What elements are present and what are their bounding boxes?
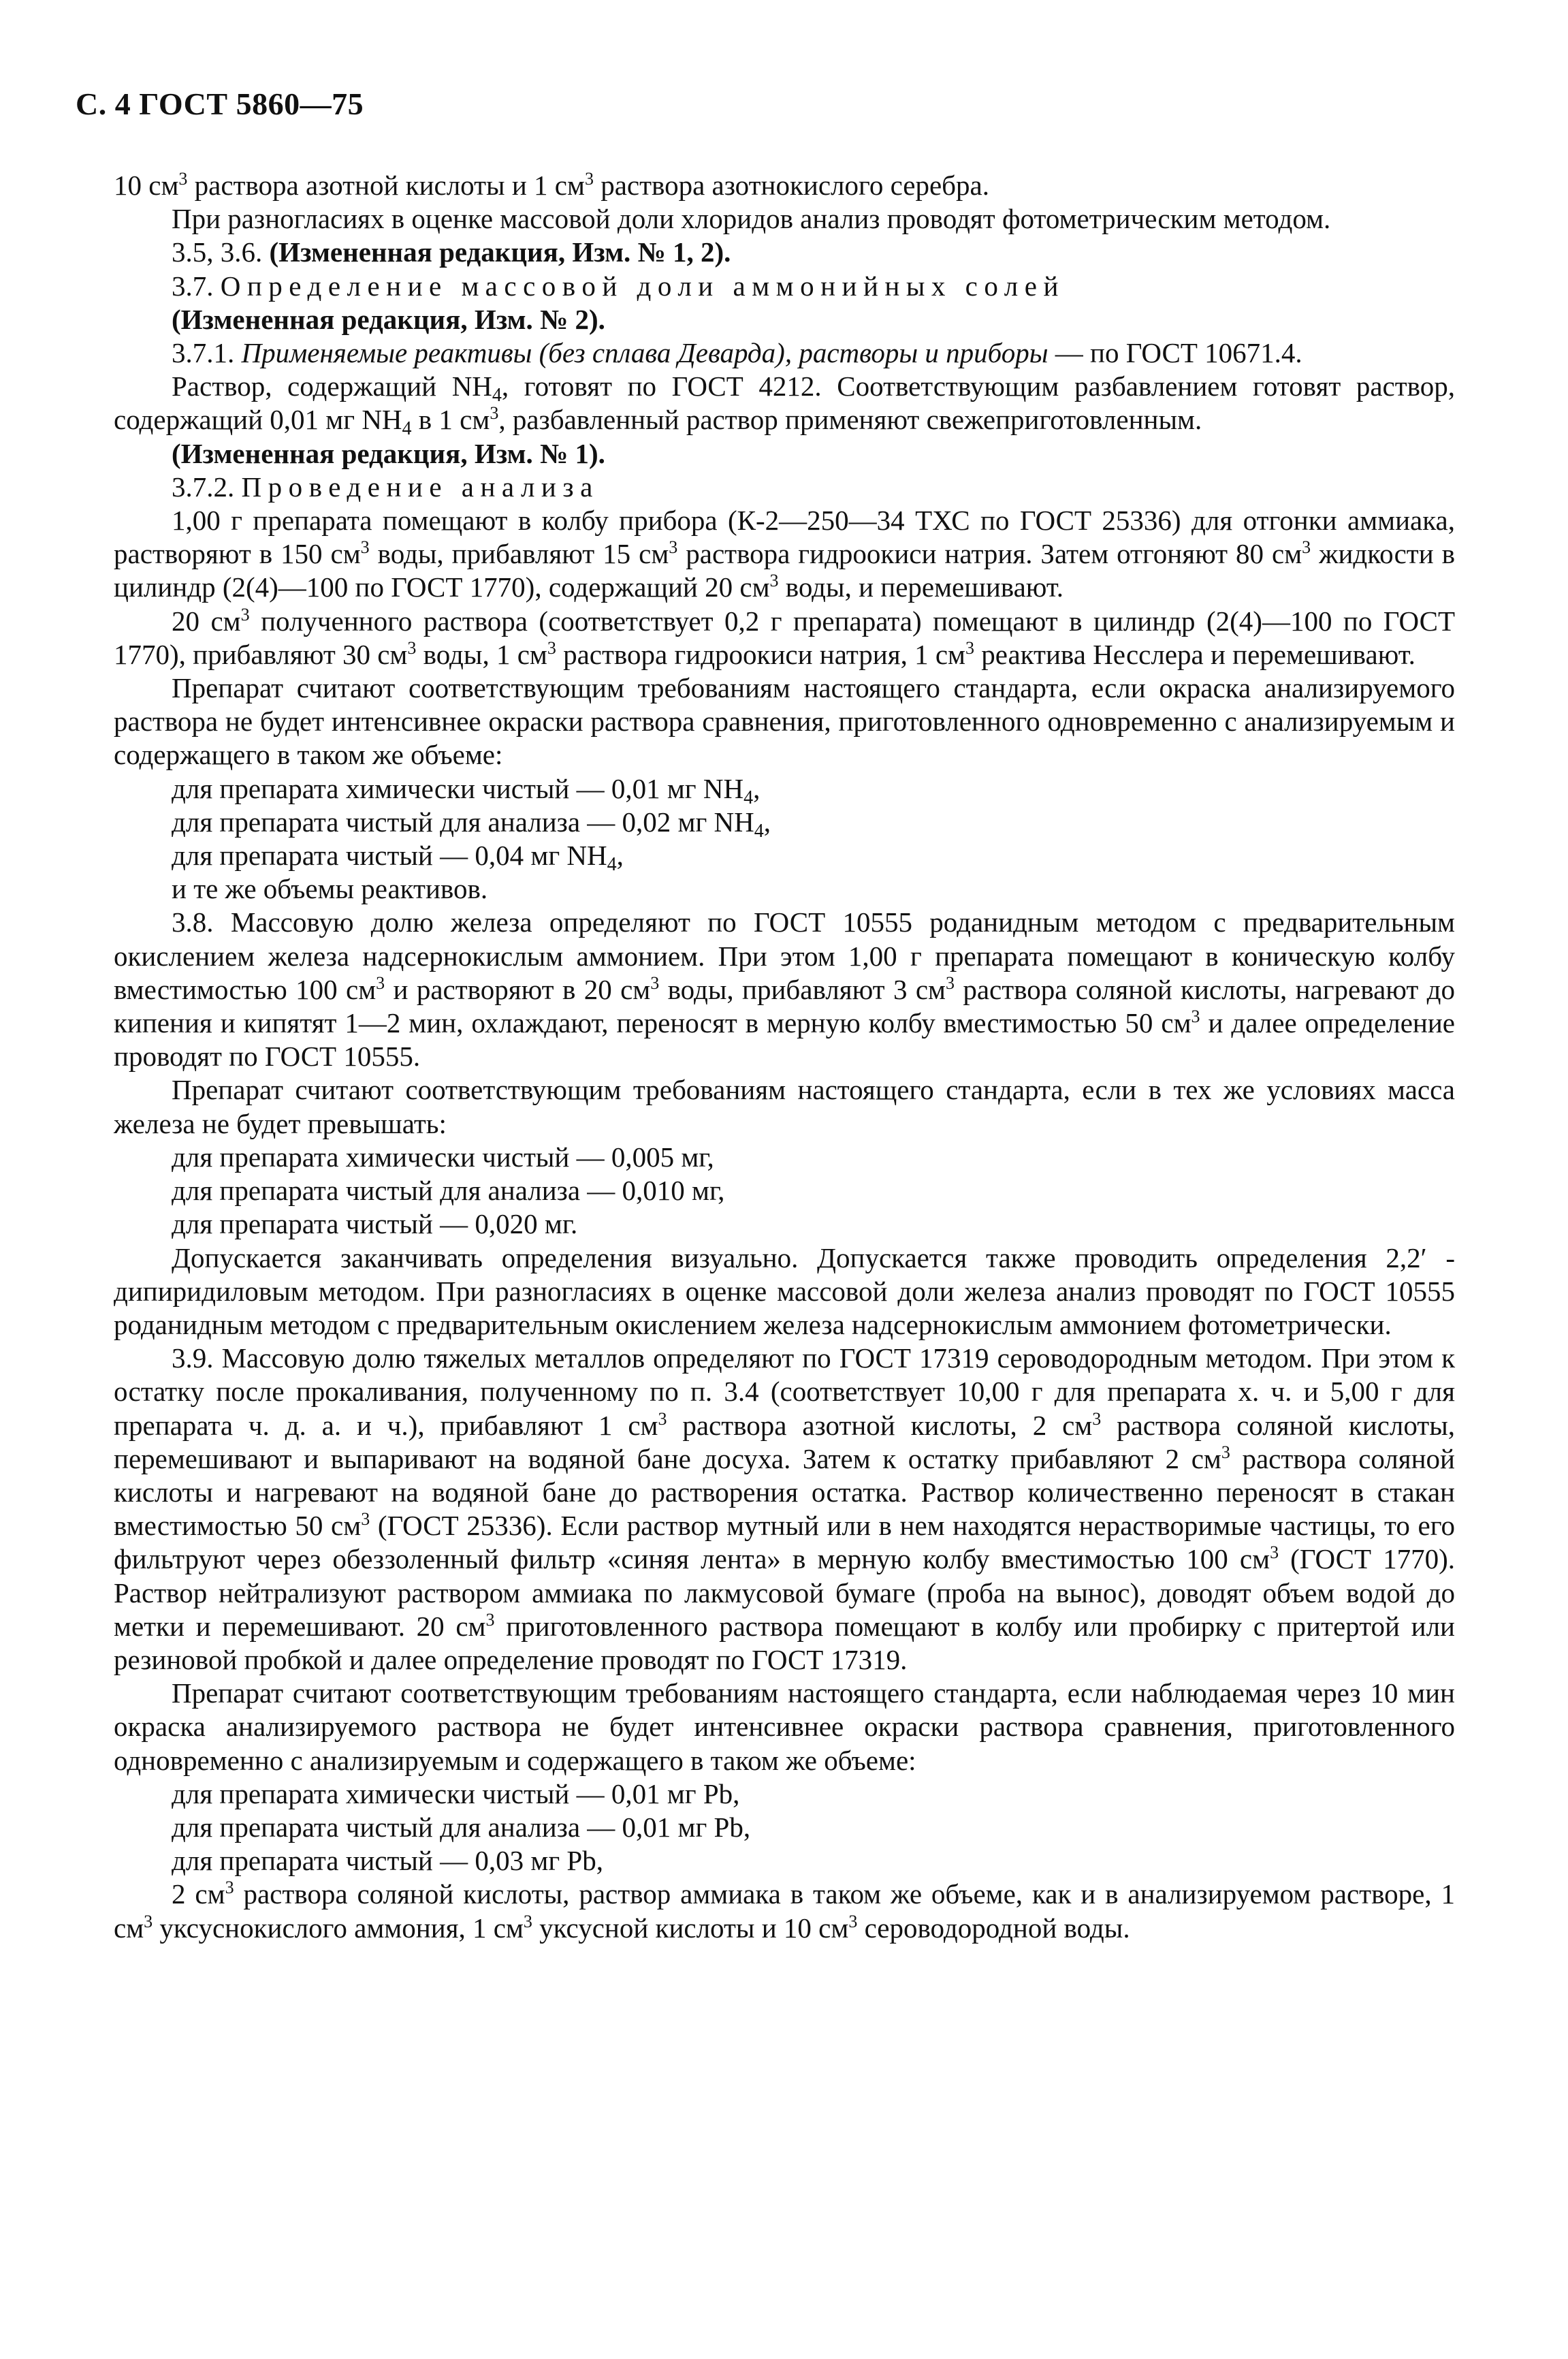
edition-note-1: (Измененная редакция, Изм. № 1). — [172, 437, 605, 469]
paragraph-chloride-dispute: При разногласиях в оценке массовой доли хлоридов анализ проводят фотометрическим методом. — [172, 203, 1331, 235]
paragraph-lead-criteria: Препарат считают соответствующим требованиям настоящего стандарта, если наблюдаемая через 10 мин окраска анализируемого раствора не будет интенсивнее окраски раствора сравнения, приготовленного одновременно с анализируемым и содержащего в таком же объеме: — [114, 1677, 1455, 1776]
page-body — [114, 169, 1455, 1945]
paragraph-distillation: 1,00 г препарата помещают в колбу прибора (К-2—250—34 ТХС по ГОСТ 25336) для отгонки аммиака, растворяют в 150 $см^3$ воды, прибавляют 15 $см^3$ раствора гидроокиси натрия. Затем отгоняют 80 $см^3$ жидкости в цилиндр (2(4)—100 по ГОСТ 1770), содержащий 20 $см^3$ воды, и перемешивают. — [114, 505, 1455, 603]
section-3-7-heading: 3.7. Определение массовой доли аммонийных солей — [172, 270, 1065, 302]
list-item-nh4-chem-pure: для препарата химически чистый — 0,01 мг $NH_4$, — [172, 772, 761, 808]
paragraph-ammonium-criteria: Препарат считают соответствующим требованиям настоящего стандарта, если окраска анализируемого раствора не будет интенсивнее окраски раствора сравнения, приготовленного одновременно с анализируемым и содержащего в таком же объеме: — [114, 672, 1455, 771]
list-item-nh4-pure: для препарата чистый — 0,04 мг $NH_4$, — [172, 840, 624, 876]
paragraph-silver-nitrate: 10 $см^3$ раствора азотной кислоты и 1 $см^3$ раствора азотнокислого серебра. — [114, 169, 989, 201]
paragraph-nessler: 20 $см^3$ полученного раствора (соответствует 0,2 г препарата) помещают в цилиндр (2(4)—100 по ГОСТ 1770), прибавляют 30 $см^3$ воды, 1 $см^3$ раствора гидроокиси натрия, 1 $см^3$ реактива Несслера и перемешивают. — [114, 604, 1455, 670]
paragraph-iron-criteria: Препарат считают соответствующим требованиям настоящего стандарта, если в тех же условиях масса железа не будет превышать: — [114, 1074, 1455, 1139]
paragraph-iron-visual: Допускается заканчивать определения визуально. Допускается также проводить определения 2,2′ - дипиридиловым методом. При разногласиях в оценке массовой доли железа анализ проводят по ГОСТ 10555 роданидным методом с предварительным окислением железа надсернокислым аммонием фотометрически. — [114, 1241, 1455, 1340]
list-item-pb-analysis: для препарата чистый для анализа — 0,01 мг Pb, — [172, 1811, 751, 1843]
section-3-9: 3.9. Массовую долю тяжелых металлов определяют по ГОСТ 17319 сероводородным методом. При этом к остатку после прокаливания, полученному по п. 3.4 (соответствует 10,00 г для препарата х. ч. и 5,00 г для препарата ч. д. а. и ч.), прибавляют 1 $см^3$ раствора азотной кислоты, 2 $см^3$ раствора соляной кислоты, перемешивают и выпаривают на водяной бане досуха. Затем к остатку прибавляют 2 $см^3$ раствора соляной кислоты и нагревают на водяной бане до растворения остатка. Раствор количественно переносят в стакан вместимостью 50 $см^3$ (ГОСТ 25336). Если раствор мутный или в нем находятся нерастворимые частицы, то его фильтруют через обеззоленный фильтр «синяя лента» в мерную колбу вместимостью 100 $см^3$ (ГОСТ 1770). Раствор нейтрализуют раствором аммиака по лакмусовой бумаге (проба на вынос), доводят объем водой до метки и перемешивают. 20 $см^3$ приготовленного раствора помещают в колбу или пробирку с притертой или резиновой пробкой и далее определение проводят по ГОСТ 17319. — [114, 1342, 1456, 1675]
section-3-5-3-6: 3.5, 3.6. (Измененная редакция, Изм. № 1, 2). — [172, 236, 731, 268]
paragraph-ammonium-solution: Раствор, содержащий $NH_4$, готовят по ГОСТ 4212. Соответствующим разбавлением готовят раствор, содержащий 0,01 мг $NH_4$ в 1 $см^3$, разбавленный раствор применяют свежеприготовленным. — [114, 370, 1455, 440]
list-item-nh4-analysis: для препарата чистый для анализа — 0,02 мг $NH_4$, — [172, 806, 771, 842]
list-item-fe-chem-pure: для препарата химически чистый — 0,005 мг, — [172, 1141, 714, 1173]
list-item-fe-analysis: для препарата чистый для анализа — 0,010 мг, — [172, 1175, 725, 1207]
list-item-same-reagents: и те же объемы реактивов. — [172, 873, 488, 905]
section-3-8: 3.8. Массовую долю железа определяют по ГОСТ 10555 роданидным методом с предварительным окислением железа надсернокислым аммонием. При этом 1,00 г препарата помещают в коническую колбу вместимостью 100 $см^3$ и растворяют в 20 $см^3$ воды, прибавляют 3 $см^3$ раствора соляной кислоты, нагревают до кипения и кипятят 1—2 мин, охлаждают, переносят в мерную колбу вместимостью 50 $см^3$ и далее определение проводят по ГОСТ 10555. — [114, 906, 1455, 1073]
section-3-7-2-heading: 3.7.2. Проведение анализа — [172, 471, 599, 503]
paragraph-final-reagents: 2 $см^3$ раствора соляной кислоты, раствор аммиака в таком же объеме, как и в анализируемом растворе, 1 $см^3$ уксуснокислого аммония, 1 $см^3$ уксусной кислоты и 10 $см^3$ сероводородной воды. — [114, 1878, 1455, 1944]
list-item-pb-chem-pure: для препарата химически чистый — 0,01 мг Pb, — [172, 1777, 740, 1809]
list-item-pb-pure: для препарата чистый — 0,03 мг Pb, — [172, 1845, 603, 1877]
section-3-7-1: 3.7.1. Применяемые реактивы (без сплава Деварда), растворы и приборы — по ГОСТ 10671.4. — [172, 337, 1302, 369]
page-header: С. 4 ГОСТ 5860—75 — [76, 86, 364, 121]
list-item-fe-pure: для препарата чистый — 0,020 мг. — [172, 1208, 578, 1240]
section-3-7-edition-note: (Измененная редакция, Изм. № 2). — [172, 303, 605, 335]
